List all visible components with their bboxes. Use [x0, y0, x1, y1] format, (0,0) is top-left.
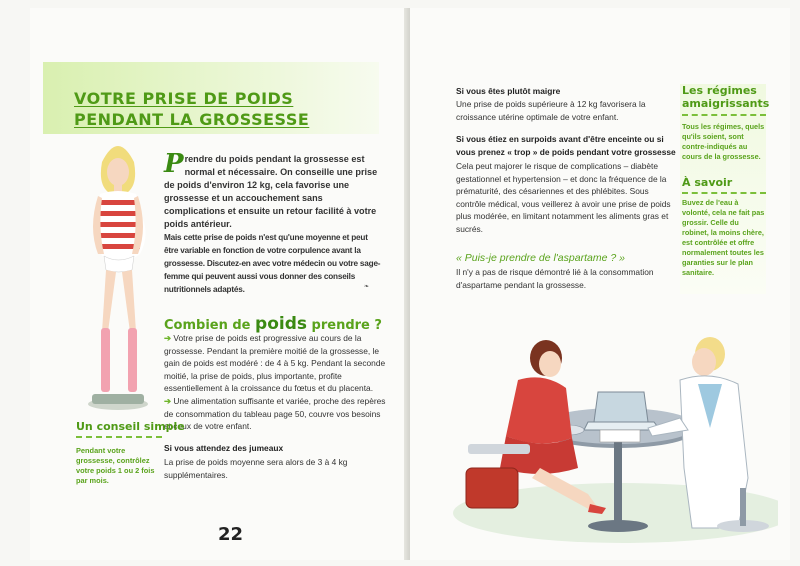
conseil-text: Pendant votre grossesse, contrôlez votre poids 1 ou 2 fois par mois.	[76, 446, 155, 485]
combien-heading-big: poids	[255, 314, 307, 334]
combien-heading-post: prendre ?	[311, 318, 382, 333]
aspartame-text: Il n'y a pas de risque démontré lié à la consommation d'aspartame pendant la grossesse.	[456, 267, 654, 290]
jumeaux-heading: Si vous attendez des jumeaux	[164, 443, 284, 453]
section-end-mark: ❧	[364, 284, 370, 290]
maigre-text: Une prise de poids supérieure à 12 kg favorisera la croissance utérine optimale de votre enfant.	[456, 99, 646, 122]
savoir-text: Buvez de l'eau à volonté, cela ne fait pas grossir. Celle du robinet, la moins chère, est contrôlée et offre normalement toutes les garanties sur le plan sanitaire.	[682, 198, 765, 277]
combien-paragraph-1: Votre prise de poids est progressive au cours de la grossesse. Pendant la première moitié de la grossesse, le gain de poids est modéré : de 4 à 5 kg. Pendant la seconde moitié, la prise de poids, plus importante, profite essentiellement à la croissance du fœtus et du placenta.	[164, 333, 386, 394]
title-line-1: VOTRE PRISE DE POIDS	[74, 89, 294, 108]
surpoids-text: Cela peut majorer le risque de complications – diabète gestationnel et hypertension – et donc la fréquence de la prématurité, des césariennes et des phlébites. Sous contrôle médical, vous veillerez à avoir une prise de poids plus modérée, en limitant notamment les aliments gras et sucrés.	[456, 161, 671, 234]
intro-paragraph	[164, 149, 384, 296]
maigre-heading: Si vous êtes plutôt maigre	[456, 86, 561, 96]
regimes-heading: Les régimes amaigrissants	[682, 84, 770, 110]
jumeaux-text: La prise de poids moyenne sera alors de 3 à 4 kg supplémentaires.	[164, 457, 348, 480]
combien-paragraph-2: Une alimentation suffisante et variée, proche des repères de consommation du tableau page 50, couvre vos besoins et ceux de votre enfant.	[164, 395, 386, 432]
doctor-consultation-illustration	[448, 318, 778, 548]
intro-bold-text: rendre du poids pendant la grossesse est normal et nécessaire. On conseille une prise de poids d'environ 12 kg, cela favorise une grossesse et un accouchement sans complications et ensuite un retour facilité à votre poids antérieur.	[164, 154, 378, 229]
title-line-2: PENDANT LA GROSSESSE	[74, 110, 310, 129]
regimes-text: Tous les régimes, quels qu'ils soient, sont contre-indiqués au cours de la grossesse.	[682, 122, 765, 161]
combien-body	[164, 332, 386, 433]
arrow-icon: ➔	[164, 395, 172, 406]
page-title	[74, 88, 334, 130]
page-number: 22	[218, 524, 244, 545]
arrow-icon: ➔	[164, 333, 172, 343]
savoir-divider	[682, 192, 766, 194]
regimes-divider	[682, 114, 766, 116]
combien-heading-pre: Combien de	[164, 318, 251, 333]
intro-secondary-text: Mais cette prise de poids n'est qu'une moyenne et peut être variable en fonction de votre corpulence avant la grossesse. Discutez-en avec votre médecin ou votre sage-femme qui peuvent aussi vous donner des conseils nutritionnels adaptés.	[164, 233, 381, 294]
surpoids-heading: Si vous étiez en surpoids avant d'être enceinte ou si vous prenez « trop » de poids pendant votre grossesse	[456, 134, 676, 157]
pregnant-woman-illustration	[72, 132, 162, 412]
conseil-heading: Un conseil simple	[76, 420, 185, 433]
savoir-heading: À savoir	[682, 176, 733, 189]
conseil-divider	[76, 436, 162, 438]
drop-cap: P	[164, 149, 184, 179]
combien-heading	[164, 314, 394, 334]
aspartame-question: « Puis-je prendre de l'aspartame ? »	[456, 252, 625, 264]
